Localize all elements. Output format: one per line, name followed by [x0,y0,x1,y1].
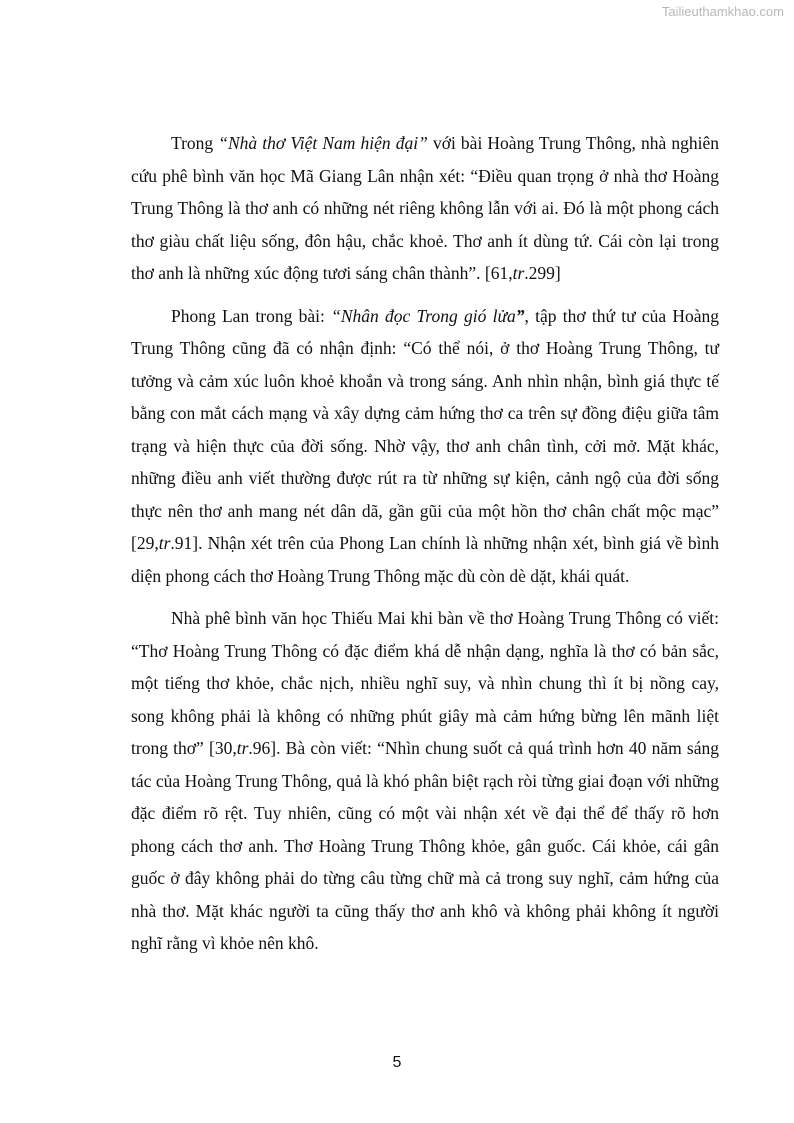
p2-body: , tập thơ thứ tư của Hoàng Trung Thông cũng đã có nhận định: “Có thể nói, ở thơ Hoàng Trung Thông, tư tưởng và cảm xúc luôn khoẻ khoắn và trong sáng. Anh nhìn nhận, bình giá thực tế bằng con mắt cách mạng và xây dựng cảm hứng thơ ca trên sự đồng điệu giữa tâm trạng và hiện thực của đời sống. Nhờ vậy, thơ anh chân tình, cởi mở. Mặt khác, những điều anh viết thường được rút ra từ những sự kiện, cảnh ngộ của đời sống thực nên thơ anh mang nét dân dã, gần gũi của một hồn thơ chân chất mộc mạc” [29, [131,305,719,553]
article-title-close-quote: ” [515,305,525,326]
book-title-nha-tho-viet-nam: “Nhà thơ Việt Nam hiện đại” [218,133,428,153]
page-number: 5 [392,1054,402,1071]
paragraph-3 [131,602,719,960]
p1-body: với bài Hoàng Trung Thông, nhà nghiên cứu phê bình văn học Mã Giang Lân nhận xét: “Điều quan trọng ở nhà thơ Hoàng Trung Thông là thơ anh có những nét riêng không lẫn với ai. Đó là một phong cách thơ giàu chất liệu sống, đôn hậu, chắc khoẻ. Thơ anh ít dùng tứ. Cái còn lại trong thơ anh là những xúc động tươi sáng chân thành”. [61, [131,133,719,283]
p1-ref-page: .299] [524,263,561,283]
p2-tail: .91]. Nhận xét trên của Phong Lan chính là những nhận xét, bình giá về bình diện phong cách thơ Hoàng Trung Thông mặc dù còn dè dặt, khái quát. [131,533,719,586]
watermark: Tailieuthamkhao.com [661,4,784,19]
p2-intro: Phong Lan trong bài: [171,305,332,326]
p3-body-1: Nhà phê bình văn học Thiếu Mai khi bàn về thơ Hoàng Trung Thông có viết: “Thơ Hoàng Trung Thông có đặc điểm khá dễ nhận dạng, nghĩa là thơ có bản sắc, một tiếng thơ khỏe, chắc nịch, nhiều nghĩ suy, và nhìn chung thì ít bị nồng cay, song không phải là không có những phút giây mà cảm hứng bừng lên mãnh liệt trong thơ” [30, [131,608,719,758]
ref-tr: tr [236,738,249,758]
paragraph-1 [131,127,719,290]
document-body [131,127,719,970]
paragraph-2 [131,300,719,593]
article-title-nhan-doc: “Nhân đọc Trong gió lửa [331,305,516,326]
p3-body-2: .96]. Bà còn viết: “Nhìn chung suốt cả quá trình hơn 40 năm sáng tác của Hoàng Trung Thông, quả là khó phân biệt rạch ròi từng giai đoạn với những đặc điểm rõ rệt. Tuy nhiên, cũng có một vài nhận xét về đại thể để thấy rõ hơn phong cách thơ anh. Thơ Hoàng Trung Thông khỏe, gân guốc. Cái khỏe, cái gân guốc ở đây không phải do từng câu từng chữ mà cả trong suy nghĩ, cảm hứng của nhà thơ. Mặt khác người ta cũng thấy thơ anh khô và không phải không ít người nghĩ rằng vì khỏe nên khô. [131,738,719,953]
p1-intro: Trong [171,133,219,153]
ref-tr: tr [512,263,525,283]
ref-tr: tr [158,533,171,553]
